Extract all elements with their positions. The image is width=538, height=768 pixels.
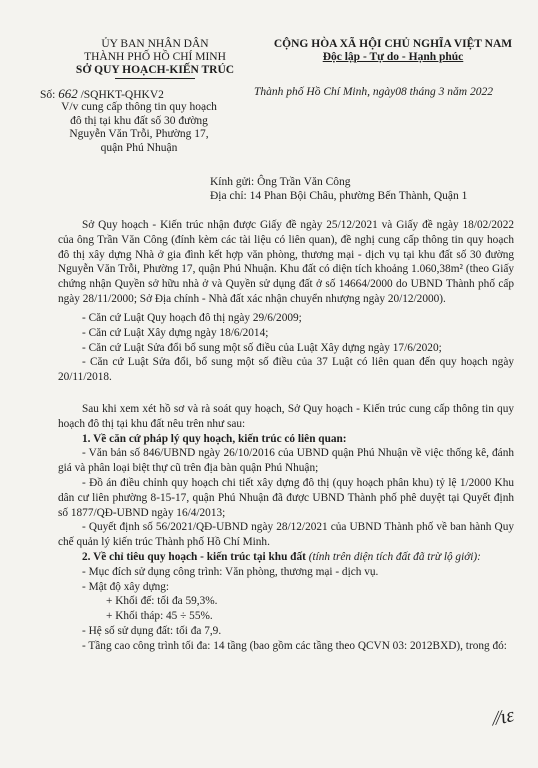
ref-number: 662 xyxy=(58,86,78,101)
section-2-item: - Mật độ xây dựng: xyxy=(82,580,170,593)
motto-line-1: CỘNG HÒA XÃ HỘI CHỦ NGHĨA VIỆT NAM xyxy=(273,38,513,50)
basis-item: - Căn cứ Luật Quy hoạch đô thị ngày 29/6/2009; xyxy=(82,312,302,324)
motto-line-2: Độc lập - Tự do - Hạnh phúc xyxy=(322,51,464,63)
section-1-item: - Đồ án điều chỉnh quy hoạch chi tiết xây dựng đô thị (quy hoạch phân khu) tỷ lệ 1/2000 Khu dân cư liên phường 8-15-17, quận Phú Nhuận đã được UBND Thành phố phê duyệt tại Quyết định số 1877/QĐ-UBND ngày 16/4/2013; xyxy=(58,476,514,519)
date-prefix: Thành phố Hồ Chí Minh, ngày xyxy=(254,86,396,98)
section-2-subitem: + Khối đế: tối đa 59,3%. xyxy=(106,595,218,608)
section-2-item: - Hệ số sử dụng đất: tối đa 7,9. xyxy=(82,624,222,637)
section-2-item: - Mục đích sử dụng công trình: Văn phòng, thương mại - dịch vụ. xyxy=(82,565,379,578)
section-1-heading: 1. Về căn cứ pháp lý quy hoạch, kiến trúc có liên quan: xyxy=(82,432,347,445)
initials-mark: ⁄⁄ɩɛ xyxy=(491,704,517,730)
section-1-item: - Văn bản số 846/UBND ngày 26/10/2016 của UBND quận Phú Nhuận về việc thống kê, đánh giá và phân loại biệt thự cũ trên địa bàn quận Phú Nhuận; xyxy=(58,447,514,475)
date-line xyxy=(254,86,493,98)
basis-item: - Căn cứ Luật Sửa đổi bổ sung một số điều của Luật Xây dựng ngày 17/6/2020; xyxy=(82,341,442,354)
basis-item: - Căn cứ Luật Xây dựng ngày 18/6/2014; xyxy=(82,326,269,339)
issuer-line-2: THÀNH PHỐ HỒ CHÍ MINH xyxy=(84,51,226,63)
subject-line: Nguyễn Văn Trỗi, Phường 17, xyxy=(69,128,209,140)
body-review xyxy=(58,402,514,654)
recipient-address: Địa chỉ: 14 Phan Bội Châu, phường Bến Thành, Quận 1 xyxy=(210,190,468,202)
section-2-subitem: + Khối tháp: 45 ÷ 55%. xyxy=(106,610,213,623)
recipient-to: Kính gửi: Ông Trần Văn Công xyxy=(210,176,351,188)
date-mid: tháng xyxy=(409,86,436,98)
subject-line: quận Phú Nhuận xyxy=(100,141,178,154)
date-suffix: năm 2022 xyxy=(447,86,493,98)
section-2-title: 2. Về chỉ tiêu quy hoạch - kiến trúc tại khu đất xyxy=(82,550,306,563)
section-2-note: (tính trên diện tích đất đã trừ lộ giới): xyxy=(308,550,481,563)
ref-prefix: Số: xyxy=(40,89,56,101)
issuer-underline xyxy=(115,78,195,79)
intro-paragraph: Sở Quy hoạch - Kiến trúc nhận được Giấy đề ngày 25/12/2021 và Giấy đề ngày 18/02/2022 của ông Trần Văn Công (đính kèm các tài liệu có liên quan), đề nghị cung cấp thông tin quy hoạch đô thị xây dựng Nhà ở gia đình kết hợp văn phòng, thương mại - dịch vụ tại khu đất số 30 đường Nguyễn Văn Trỗi, Phường 17, quận Phú Nhuận. Khu đất có diện tích khoảng 1.060,38m² (theo Giấy chứng nhận Quyền sở hữu nhà ở và Quyền sử dụng đất ở số 14664/2000 do UBND Thành phố cấp ngày 28/11/2000; Sở Địa chính - Nhà đất xác nhận chuyển nhượng ngày 20/12/2000). xyxy=(58,219,514,305)
subject-line: đô thị tại khu đất số 30 đường xyxy=(70,114,208,127)
ref-suffix: /SQHKT-QHKV2 xyxy=(80,89,164,101)
date-day: 08 xyxy=(395,86,407,98)
section-1-item: - Quyết định số 56/2021/QĐ-UBND ngày 28/12/2021 của UBND Thành phố về ban hành Quy chế quản lý kiến trúc Thành phố Hồ Chí Minh. xyxy=(58,521,514,549)
legal-basis-list xyxy=(58,311,514,385)
subject-line: V/v cung cấp thông tin quy hoạch xyxy=(61,101,217,113)
section-2-item: - Tầng cao công trình tối đa: 14 tầng (bao gồm các tầng theo QCVN 03: 2012BXD), trong đó: xyxy=(82,639,507,652)
subject-block xyxy=(40,101,238,155)
review-paragraph: Sau khi xem xét hồ sơ và rà soát quy hoạch, Sở Quy hoạch - Kiến trúc cung cấp thông tin quy hoạch đô thị tại khu đất nêu trên như sau: xyxy=(58,403,514,430)
date-month: 3 xyxy=(438,86,445,98)
reference-number xyxy=(40,86,164,102)
national-motto-block xyxy=(262,38,524,64)
basis-item: - Căn cứ Luật Sửa đổi, bổ sung một số điều của 37 Luật có liên quan đến quy hoạch ngày 20/11/2018. xyxy=(58,356,514,384)
issuer-line-1: ỦY BAN NHÂN DÂN xyxy=(101,38,209,50)
issuer-line-3: SỞ QUY HOẠCH-KIẾN TRÚC xyxy=(75,64,235,76)
section-2-heading xyxy=(58,550,514,565)
body-intro xyxy=(58,218,514,307)
issuer-block xyxy=(40,38,270,79)
